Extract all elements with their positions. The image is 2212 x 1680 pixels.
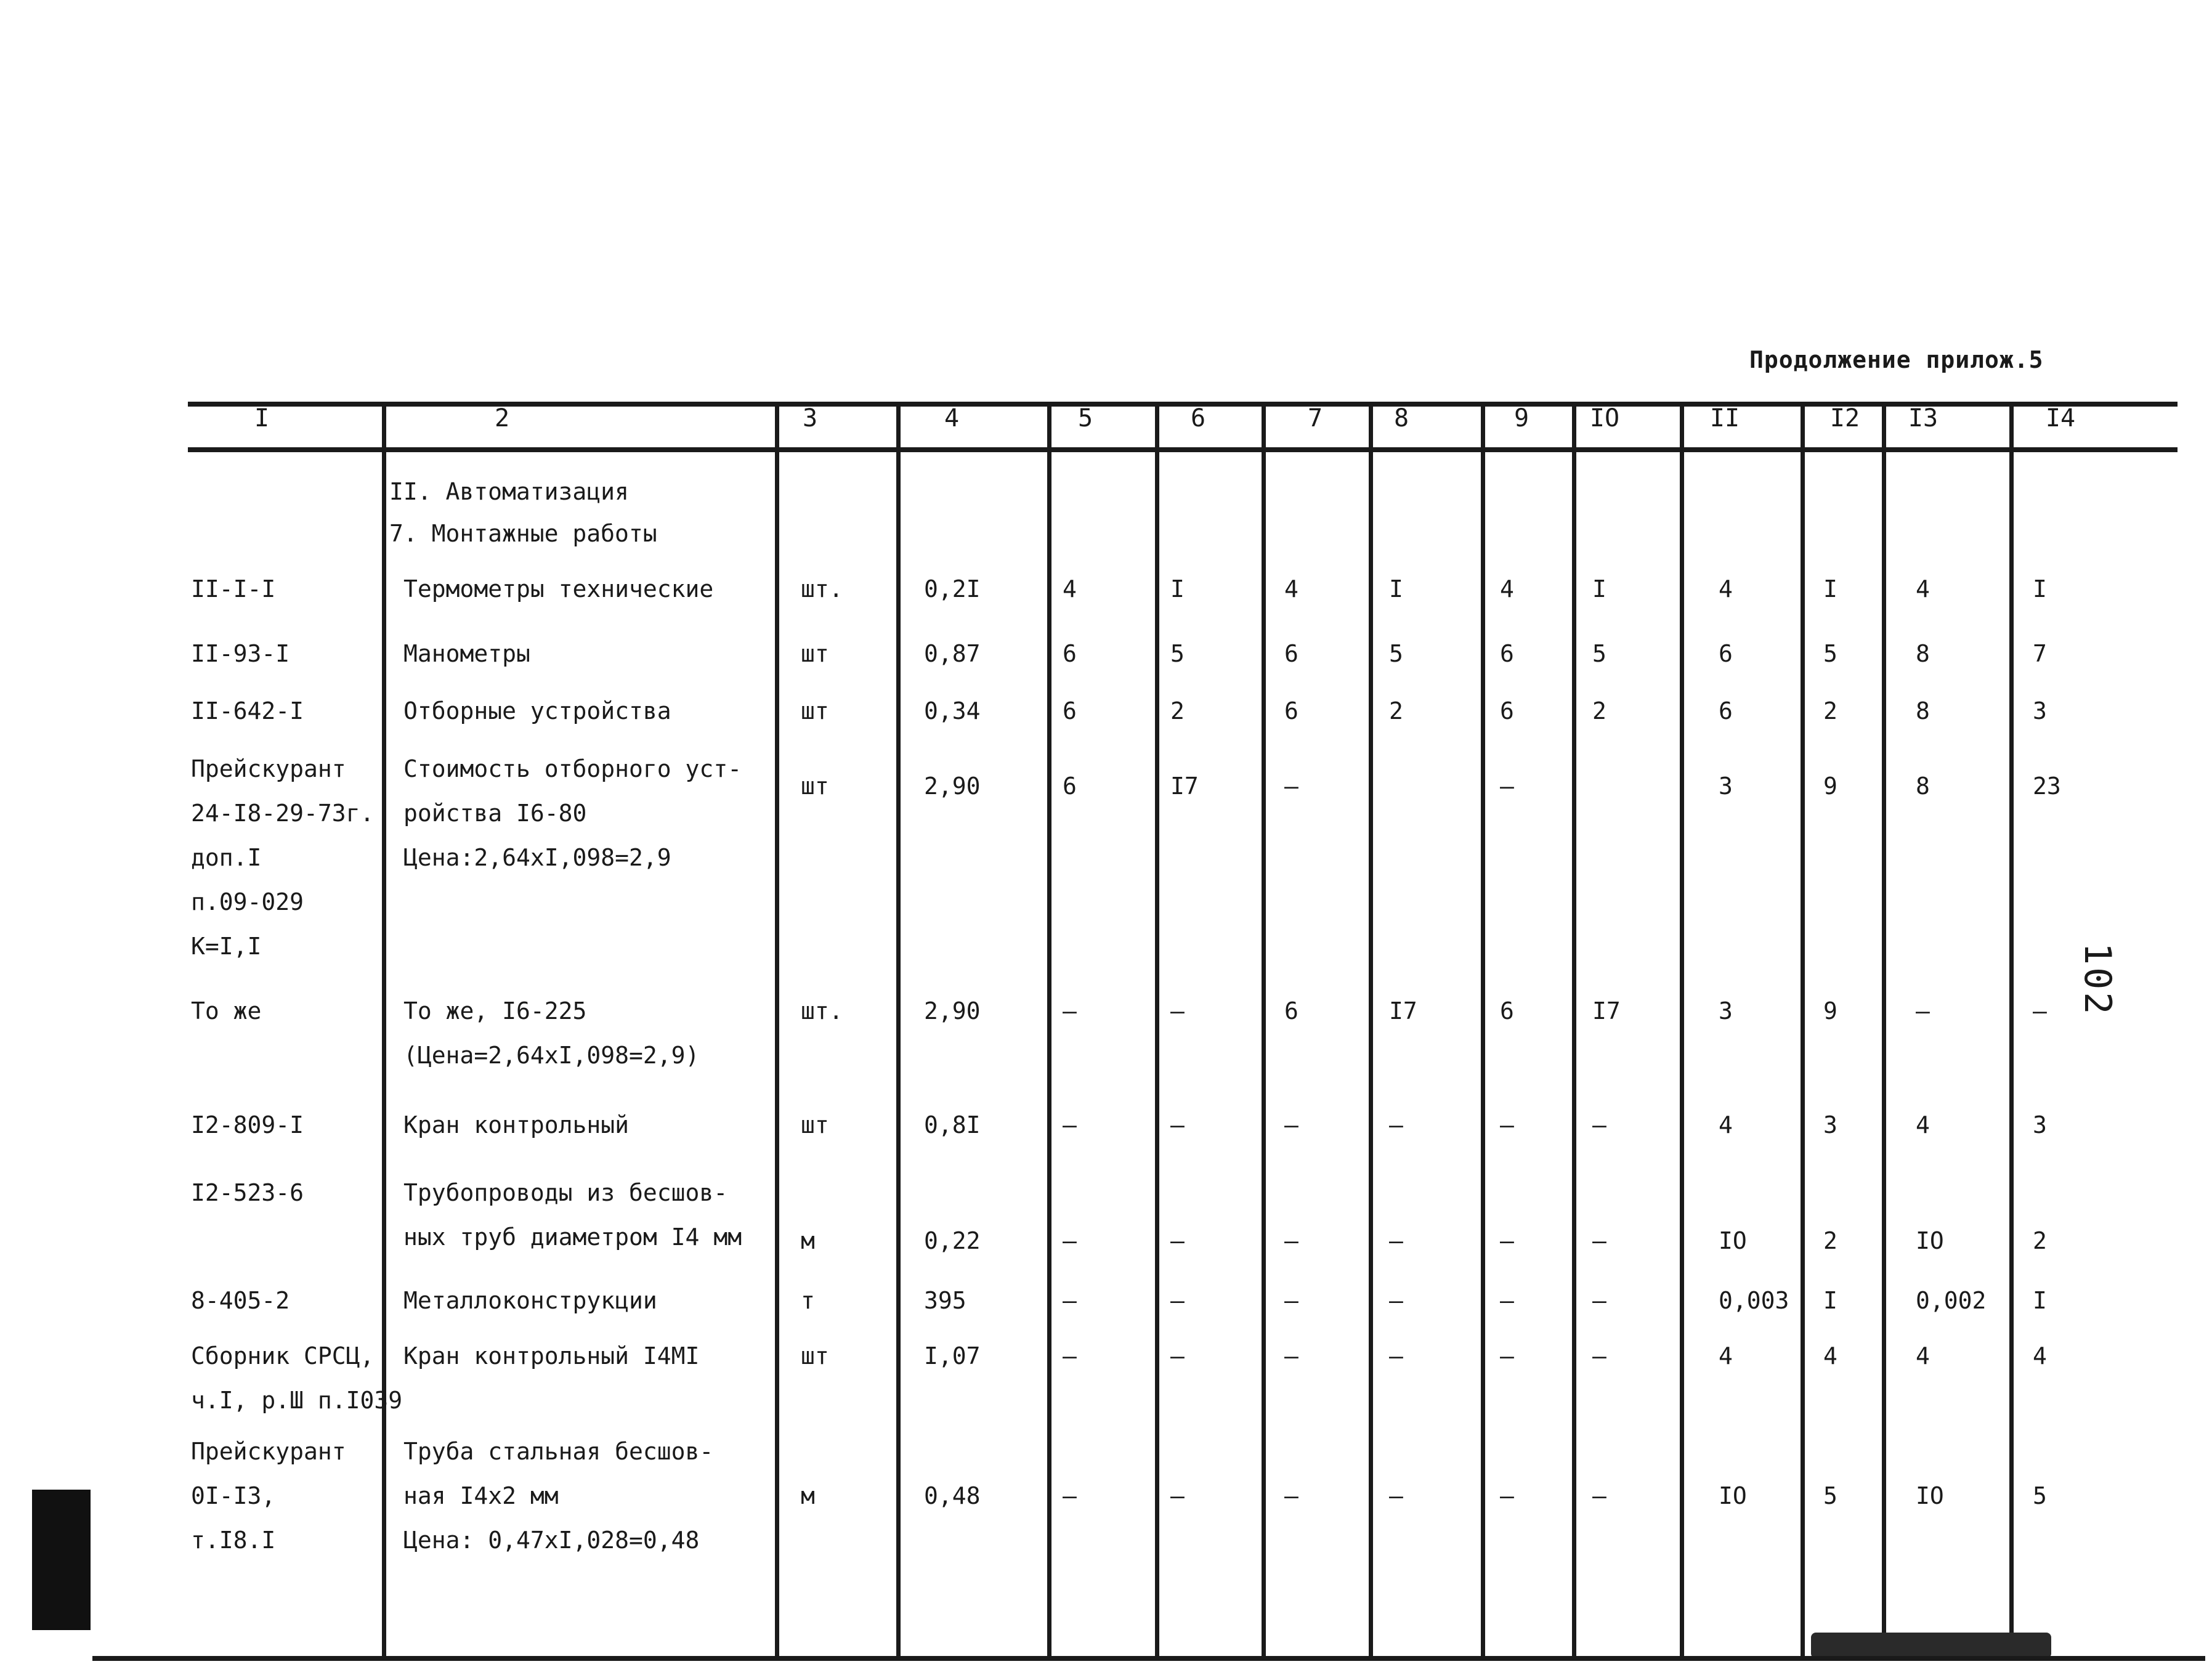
row-rate: 0,22 bbox=[924, 1227, 981, 1254]
row-value: 4 bbox=[1719, 1342, 1733, 1370]
row-value: IO bbox=[1719, 1482, 1747, 1509]
column-header: I3 bbox=[1908, 404, 1939, 432]
row-value: – bbox=[1063, 997, 1077, 1025]
row-unit: шт bbox=[801, 640, 829, 667]
column-header: 3 bbox=[802, 404, 818, 432]
row-value: – bbox=[1592, 1111, 1606, 1138]
row-value: 6 bbox=[1719, 640, 1733, 667]
column-header: I4 bbox=[2045, 404, 2076, 432]
row-value: – bbox=[1284, 773, 1298, 800]
row-code: Прейскурант bbox=[191, 1438, 346, 1465]
row-unit: шт bbox=[801, 1342, 829, 1370]
row-value: 6 bbox=[1500, 697, 1514, 724]
row-code: 24-I8-29-73г. bbox=[191, 800, 375, 827]
row-value: I7 bbox=[1592, 997, 1621, 1025]
column-header: II bbox=[1709, 404, 1740, 432]
row-value: 2 bbox=[1170, 697, 1185, 724]
row-value: – bbox=[1389, 1111, 1403, 1138]
row-unit: т bbox=[801, 1287, 815, 1314]
row-value: – bbox=[1063, 1111, 1077, 1138]
row-name: Цена: 0,47хI,028=0,48 bbox=[403, 1527, 700, 1554]
row-code: ч.I, р.Ш п.I039 bbox=[191, 1387, 403, 1414]
row-name: ных труб диаметром I4 мм bbox=[403, 1223, 742, 1251]
row-name: Трубопроводы из бесшов- bbox=[403, 1179, 728, 1206]
row-value: 6 bbox=[1063, 697, 1077, 724]
row-rate: 395 bbox=[924, 1287, 966, 1314]
row-value: – bbox=[1063, 1482, 1077, 1509]
row-value: – bbox=[1170, 1482, 1185, 1509]
row-value: – bbox=[1500, 1482, 1514, 1509]
row-code: II-93-I bbox=[191, 640, 290, 667]
row-value: 5 bbox=[1592, 640, 1606, 667]
row-value: I bbox=[2033, 1287, 2047, 1314]
row-value: – bbox=[1063, 1227, 1077, 1254]
row-value: IO bbox=[1916, 1227, 1944, 1254]
row-value: I bbox=[2033, 575, 2047, 603]
row-value: I bbox=[1170, 575, 1185, 603]
row-value: 6 bbox=[1500, 640, 1514, 667]
row-value: – bbox=[1592, 1227, 1606, 1254]
row-value: 4 bbox=[1284, 575, 1298, 603]
row-value: – bbox=[1592, 1482, 1606, 1509]
row-value: 2 bbox=[1592, 697, 1606, 724]
row-name: Цена:2,64хI,098=2,9 bbox=[403, 844, 671, 871]
row-name: Кран контрольный bbox=[403, 1111, 630, 1138]
row-value: – bbox=[1284, 1482, 1298, 1509]
row-value: I bbox=[1389, 575, 1403, 603]
column-header: I2 bbox=[1829, 404, 1860, 432]
row-value: 5 bbox=[1823, 640, 1837, 667]
column-header: IO bbox=[1589, 404, 1620, 432]
row-code: I2-809-I bbox=[191, 1111, 304, 1138]
row-rate: 0,8I bbox=[924, 1111, 981, 1138]
row-value: 6 bbox=[1284, 640, 1298, 667]
row-value: – bbox=[1500, 773, 1514, 800]
row-value: – bbox=[1592, 1287, 1606, 1314]
row-value: 4 bbox=[1823, 1342, 1837, 1370]
row-value: 9 bbox=[1823, 773, 1837, 800]
row-value: 6 bbox=[1284, 997, 1298, 1025]
row-value: – bbox=[1389, 1482, 1403, 1509]
row-unit: шт bbox=[801, 773, 829, 800]
row-unit: шт bbox=[801, 1111, 829, 1138]
row-value: 6 bbox=[1063, 773, 1077, 800]
row-value: – bbox=[1500, 1287, 1514, 1314]
row-code: I2-523-6 bbox=[191, 1179, 304, 1206]
row-code: 8-405-2 bbox=[191, 1287, 290, 1314]
row-code: т.I8.I bbox=[191, 1527, 276, 1554]
row-code: Прейскурант bbox=[191, 755, 346, 782]
row-value: – bbox=[1500, 1227, 1514, 1254]
row-value: – bbox=[1284, 1227, 1298, 1254]
row-value: 4 bbox=[1916, 1111, 1930, 1138]
row-value: I7 bbox=[1389, 997, 1417, 1025]
row-value: 8 bbox=[1916, 697, 1930, 724]
row-code: II-642-I bbox=[191, 697, 304, 724]
row-code: К=I,I bbox=[191, 933, 262, 960]
row-value: 2 bbox=[1823, 697, 1837, 724]
row-name: Труба стальная бесшов- bbox=[403, 1438, 714, 1465]
row-value: 2 bbox=[1823, 1227, 1837, 1254]
row-rate: 0,2I bbox=[924, 575, 981, 603]
row-value: – bbox=[1063, 1342, 1077, 1370]
row-value: – bbox=[1170, 1287, 1185, 1314]
row-code: 0I-I3, bbox=[191, 1482, 276, 1509]
row-value: 6 bbox=[1500, 997, 1514, 1025]
row-value: 6 bbox=[1719, 697, 1733, 724]
row-rate: 2,90 bbox=[924, 997, 981, 1025]
subsection-title: 7. Монтажные работы bbox=[389, 520, 657, 547]
row-value: I7 bbox=[1170, 773, 1199, 800]
row-value: – bbox=[1063, 1287, 1077, 1314]
continuation-note: Продолжение прилож.5 bbox=[1749, 346, 2044, 373]
row-name: То же, I6-225 bbox=[403, 997, 587, 1025]
row-name: Термометры технические bbox=[403, 575, 714, 603]
row-value: 3 bbox=[2033, 697, 2047, 724]
row-value: 9 bbox=[1823, 997, 1837, 1025]
column-header: 9 bbox=[1513, 404, 1529, 432]
column-header: 2 bbox=[494, 404, 510, 432]
column-header: 6 bbox=[1190, 404, 1206, 432]
row-code: II-I-I bbox=[191, 575, 276, 603]
column-header: 8 bbox=[1393, 404, 1409, 432]
row-unit: шт bbox=[801, 697, 829, 724]
row-unit: шт. bbox=[801, 997, 843, 1025]
row-value: 0,003 bbox=[1719, 1287, 1789, 1314]
row-code: п.09-029 bbox=[191, 888, 304, 915]
row-value: 5 bbox=[1170, 640, 1185, 667]
column-header: I bbox=[254, 404, 270, 432]
row-name: Кран контрольный I4МI bbox=[403, 1342, 700, 1370]
row-name: Стоимость отборного уст- bbox=[403, 755, 742, 782]
row-code: То же bbox=[191, 997, 262, 1025]
row-value: 4 bbox=[1719, 1111, 1733, 1138]
row-value: 6 bbox=[1284, 697, 1298, 724]
row-value: 3 bbox=[1719, 997, 1733, 1025]
row-value: IO bbox=[1916, 1482, 1944, 1509]
row-value: 4 bbox=[1916, 575, 1930, 603]
row-value: 4 bbox=[1063, 575, 1077, 603]
row-value: – bbox=[1284, 1287, 1298, 1314]
row-unit: м bbox=[801, 1482, 815, 1509]
column-header: 5 bbox=[1077, 404, 1093, 432]
row-value: 5 bbox=[1389, 640, 1403, 667]
column-header: 4 bbox=[944, 404, 960, 432]
row-value: 2 bbox=[2033, 1227, 2047, 1254]
row-value: I bbox=[1823, 1287, 1837, 1314]
row-name: Манометры bbox=[403, 640, 530, 667]
row-value: 4 bbox=[1916, 1342, 1930, 1370]
row-rate: 2,90 bbox=[924, 773, 981, 800]
row-value: 3 bbox=[2033, 1111, 2047, 1138]
row-name: Отборные устройства bbox=[403, 697, 671, 724]
row-value: 4 bbox=[1500, 575, 1514, 603]
row-value: – bbox=[1170, 997, 1185, 1025]
row-value: I bbox=[1823, 575, 1837, 603]
row-value: – bbox=[1389, 1287, 1403, 1314]
row-name: ная I4х2 мм bbox=[403, 1482, 559, 1509]
row-value: 5 bbox=[2033, 1482, 2047, 1509]
row-value: – bbox=[1170, 1227, 1185, 1254]
page-number: 102 bbox=[2076, 943, 2119, 1017]
ink-smudge bbox=[1811, 1633, 2051, 1658]
row-value: 8 bbox=[1916, 640, 1930, 667]
row-value: – bbox=[1500, 1342, 1514, 1370]
column-header: 7 bbox=[1307, 404, 1323, 432]
row-value: 5 bbox=[1823, 1482, 1837, 1509]
row-value: I bbox=[1592, 575, 1606, 603]
row-value: – bbox=[2033, 997, 2047, 1025]
row-rate: I,07 bbox=[924, 1342, 981, 1370]
row-value: 8 bbox=[1916, 773, 1930, 800]
section-title: II. Автоматизация bbox=[389, 478, 629, 505]
row-value: 23 bbox=[2033, 773, 2061, 800]
row-value: 3 bbox=[1823, 1111, 1837, 1138]
row-unit: м bbox=[801, 1227, 815, 1254]
row-value: 3 bbox=[1719, 773, 1733, 800]
row-value: – bbox=[1592, 1342, 1606, 1370]
bottom-rule bbox=[92, 1656, 2205, 1661]
row-value: 4 bbox=[2033, 1342, 2047, 1370]
row-rate: 0,48 bbox=[924, 1482, 981, 1509]
row-value: 6 bbox=[1063, 640, 1077, 667]
row-value: – bbox=[1389, 1227, 1403, 1254]
row-code: доп.I bbox=[191, 844, 262, 871]
row-value: 2 bbox=[1389, 697, 1403, 724]
row-value: – bbox=[1170, 1342, 1185, 1370]
row-value: 7 bbox=[2033, 640, 2047, 667]
row-value: – bbox=[1389, 1342, 1403, 1370]
row-value: 4 bbox=[1719, 575, 1733, 603]
row-code: Сборник СРСЦ, bbox=[191, 1342, 375, 1370]
row-value: – bbox=[1500, 1111, 1514, 1138]
black-margin-tab bbox=[32, 1490, 91, 1630]
row-name: ройства I6-80 bbox=[403, 800, 587, 827]
row-value: 0,002 bbox=[1916, 1287, 1987, 1314]
row-value: – bbox=[1284, 1111, 1298, 1138]
row-name: Металлоконструкции bbox=[403, 1287, 657, 1314]
row-name: (Цена=2,64хI,098=2,9) bbox=[403, 1042, 700, 1069]
row-value: – bbox=[1916, 997, 1930, 1025]
row-rate: 0,87 bbox=[924, 640, 981, 667]
row-value: – bbox=[1170, 1111, 1185, 1138]
row-value: IO bbox=[1719, 1227, 1747, 1254]
row-value: – bbox=[1284, 1342, 1298, 1370]
row-unit: шт. bbox=[801, 575, 843, 603]
row-rate: 0,34 bbox=[924, 697, 981, 724]
